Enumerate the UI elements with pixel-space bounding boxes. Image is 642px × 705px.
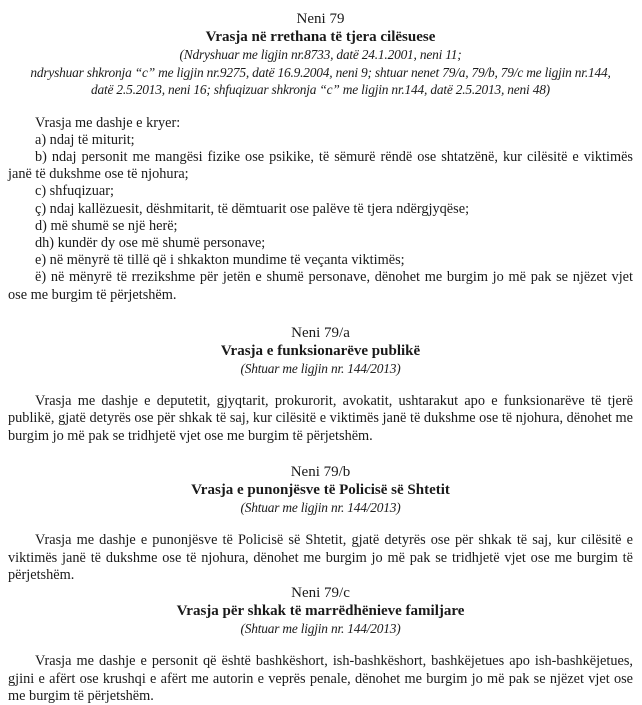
article-title: Vrasja në rrethana të tjera cilësuese [205,29,436,45]
article-body: Vrasja me dashje e punonjësve të Policisë së Shtetit, gjatë detyrës ose për shkak të saj, kur cilësitë e viktimës janë të dukshme ose të njohura, dënohet me burgim jo më pak se tridhjetë vjet ose me burgim të përjetshëm. [8,532,633,583]
list-item: d) më shumë se një herë; [35,217,178,234]
list-item: c) shfuqizuar; [35,183,114,200]
list-item: e) në mënyrë të tillë që i shkakton mundime të veçanta viktimës; [35,252,405,269]
amendment-note: (Shtuar me ligjin nr. 144/2013) [240,499,401,515]
article-79a [8,304,633,445]
list-item: ë) në mënyrë të rrezikshme për jetën e shumë personave, dënohet me burgim jo më pak se njëzet vjet ose me burgim të përjetshëm. [8,269,633,303]
article-title: Vrasja e punonjësve të Policisë së Shtetit [191,481,450,498]
article-title: Vrasja e funksionarëve publikë [220,342,421,359]
article-intro: Vrasja me dashje e kryer: [35,114,181,131]
article-body: Vrasja me dashje e deputetit, gjyqtarit, prokurorit, avokatit, ushtarakut apo e funksionarëve të tjerë publikë, gjatë detyrës ose për shkak të saj, kur cilësitë e viktimës janë të dukshme ose të njohura, dënohet me burgim jo më pak se tridhjetë vjet ose me burgim të përjetshëm. [8,393,633,444]
article-79c [8,584,633,705]
article-number: Neni 79/b [290,463,351,480]
list-item: a) ndaj të miturit; [35,131,135,148]
article-body: Vrasja me dashje e personit që është bashkëshort, ish-bashkëshort, bashkëjetues apo ish-bashkëjetues, gjini e afërt ose krushqi e afërt me autorin e veprës penale, dënohet me burgim jo më pak se njëzet vjet ose me burgim të përjetshëm. [8,653,633,704]
article-79b [8,445,633,584]
amendment-note-line: datë 2.5.2013, neni 16; shfuqizuar shkronja “c” me ligjin nr.144, datë 2.5.2013, neni 48) [91,82,550,97]
article-number: Neni 79/c [291,584,350,601]
amendment-note-line: (Ndryshuar me ligjin nr.8733, datë 24.1.2001, neni 11; [179,47,462,62]
list-item: b) ndaj personit me mangësi fizike ose psikike, të sëmurë rëndë ose shtatzënë, kur cilësitë e viktimës janë të dukshme ose të njohura; [8,148,633,183]
article-title: Vrasja për shkak të marrëdhënieve familjare [176,602,465,619]
list-item: dh) kundër dy ose më shumë personave; [35,234,266,251]
article-number: Neni 79/a [291,324,350,341]
amendment-note-line: ndryshuar shkronja “c” me ligjin nr.9275, datë 16.9.2004, neni 9; shtuar nenet 79/a, 79/b, 79/c me ligjin nr.144, [30,64,611,80]
amendment-note: (Shtuar me ligjin nr. 144/2013) [240,620,401,636]
article-79 [8,0,633,304]
amendment-note: (Shtuar me ligjin nr. 144/2013) [240,360,401,376]
article-number: Neni 79 [296,11,345,27]
list-item: ç) ndaj kallëzuesit, dëshmitarit, të dëmtuarit ose palëve të tjera ndërgjyqëse; [35,200,470,217]
